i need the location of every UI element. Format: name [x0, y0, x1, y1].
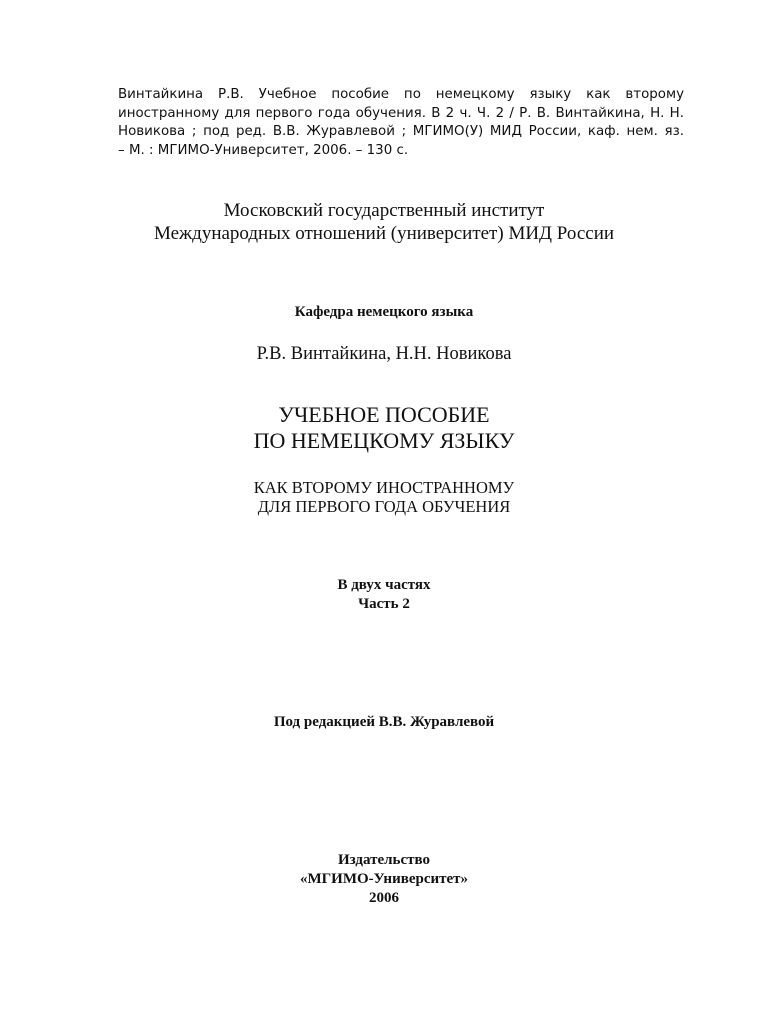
- institute-line-2: Международных отношений (университет) МИД России: [153, 223, 615, 244]
- book-subtitle: [0, 478, 768, 516]
- institute-name: [0, 199, 768, 245]
- publication-year: 2006: [369, 890, 399, 906]
- citation-line: иностранному для первого года обучения. В 2 ч. Ч. 2 / Р. В. Винтайкина, Н. Н.: [118, 105, 684, 121]
- subtitle-line-1: КАК ВТОРОМУ ИНОСТРАННОМУ: [253, 478, 515, 497]
- institute-line-1: Московский государственный институт: [223, 200, 545, 221]
- title-line-1: УЧЕБНОЕ ПОСОБИЕ: [278, 402, 490, 427]
- citation-line: Винтайкина Р.В. Учебное пособие по немецкому языку как второму: [118, 87, 684, 102]
- title-line-2: ПО НЕМЕЦКОМУ ЯЗЫКУ: [253, 428, 515, 453]
- authors: Р.В. Винтайкина, Н.Н. Новикова: [256, 344, 512, 364]
- subtitle-line-2: ДЛЯ ПЕРВОГО ГОДА ОБУЧЕНИЯ: [257, 497, 511, 516]
- bibliographic-citation: [118, 86, 684, 160]
- department-name: Кафедра немецкого языка: [294, 304, 474, 320]
- citation-line: – М. : МГИМО-Университет, 2006. – 130 с.: [118, 142, 409, 158]
- parts-count: В двух частях: [337, 577, 431, 593]
- publisher-info: [0, 851, 768, 908]
- book-title: [0, 402, 768, 454]
- citation-line: Новикова ; под ред. В.В. Журавлевой ; МГИМО(У) МИД России, каф. нем. яз.: [118, 124, 684, 139]
- publisher-label: Издательство: [337, 852, 431, 868]
- volume-info: [0, 576, 768, 614]
- editor-credit: Под редакцией В.В. Журавлевой: [273, 714, 495, 730]
- publisher-name: «МГИМО-Университет»: [299, 871, 469, 887]
- part-number: Часть 2: [358, 596, 410, 612]
